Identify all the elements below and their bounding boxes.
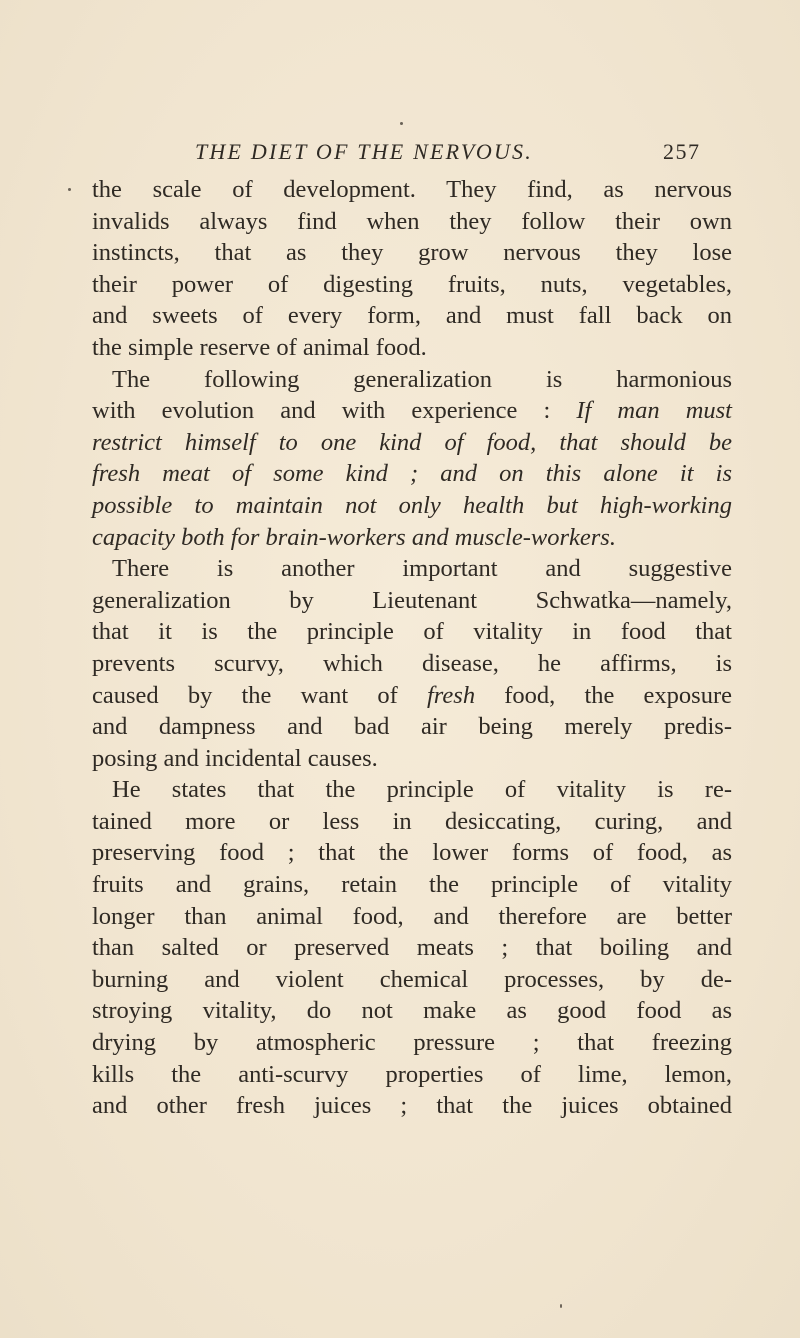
text-line xyxy=(92,964,732,996)
text-run: that it is the principle of vitality in food that xyxy=(92,618,732,646)
text-line xyxy=(92,901,732,933)
text-line xyxy=(92,332,732,364)
text-run: instincts, that as they grow nervous they lose xyxy=(92,239,732,267)
text-run: stroying vitality, do not make as good food as xyxy=(92,997,732,1025)
text-run: food, the exposure xyxy=(475,681,732,709)
italic-text: possible to maintain not only health but high-working xyxy=(92,491,732,519)
text-line xyxy=(92,427,732,459)
text-run: and other fresh juices ; that the juices obtained xyxy=(92,1092,732,1120)
print-speck xyxy=(400,122,403,125)
text-run: than salted or preserved meats ; that boiling and xyxy=(92,934,732,962)
text-line xyxy=(92,585,732,617)
text-run: There is another important and suggestive xyxy=(112,555,732,583)
text-line xyxy=(92,806,732,838)
italic-text: fresh meat of some kind ; and on this alone it is xyxy=(92,460,732,488)
text-line xyxy=(92,869,732,901)
text-run: tained more or less in desiccating, curing, and xyxy=(92,807,732,835)
text-run: preserving food ; that the lower forms of food, as xyxy=(92,839,732,867)
italic-text: capacity both for brain-workers and muscle-workers. xyxy=(92,523,616,551)
text-line xyxy=(92,490,732,522)
text-line xyxy=(92,711,732,743)
text-line xyxy=(92,774,732,806)
text-line xyxy=(92,1027,732,1059)
text-line xyxy=(92,300,732,332)
text-run: drying by atmospheric pressure ; that freezing xyxy=(92,1029,732,1057)
text-run: prevents scurvy, which disease, he affirms, is xyxy=(92,649,732,677)
text-run: their power of digesting fruits, nuts, vegetables, xyxy=(92,270,732,298)
text-run: the simple reserve of animal food. xyxy=(92,333,427,361)
text-run: The following generalization is harmonious xyxy=(112,365,732,393)
text-line xyxy=(92,553,732,585)
text-line xyxy=(92,364,732,396)
running-head xyxy=(195,139,755,169)
text-run: caused by the want of xyxy=(92,681,427,709)
text-line xyxy=(92,206,732,238)
text-run: burning and violent chemical processes, by de- xyxy=(92,965,732,993)
text-line xyxy=(92,743,732,775)
text-line xyxy=(92,837,732,869)
text-line xyxy=(92,269,732,301)
text-run: and sweets of every form, and must fall back on xyxy=(92,302,732,330)
text-run: He states that the principle of vitality is re- xyxy=(112,776,732,804)
text-line xyxy=(92,1059,732,1091)
text-run: posing and incidental causes. xyxy=(92,744,378,772)
text-run: invalids always find when they follow their own xyxy=(92,207,732,235)
print-speck xyxy=(68,188,71,191)
text-line xyxy=(92,995,732,1027)
italic-text: restrict himself to one kind of food, that should be xyxy=(92,428,732,456)
text-run: the scale of development. They find, as nervous xyxy=(92,176,732,203)
text-line xyxy=(92,616,732,648)
print-speck xyxy=(560,1304,562,1308)
text-line xyxy=(92,395,732,427)
text-line xyxy=(92,648,732,680)
text-run: and dampness and bad air being merely predis- xyxy=(92,713,732,741)
text-line xyxy=(92,522,732,554)
running-head-title: THE DIET OF THE NERVOUS. xyxy=(195,139,533,164)
text-run: longer than animal food, and therefore are better xyxy=(92,902,732,930)
text-line xyxy=(92,932,732,964)
body-text xyxy=(92,174,732,1122)
italic-text: fresh xyxy=(426,681,476,709)
text-line xyxy=(92,174,732,206)
text-line xyxy=(92,1090,732,1122)
text-run: fruits and grains, retain the principle of vitality xyxy=(92,871,732,899)
page-number: 257 xyxy=(663,139,701,164)
text-run: generalization by Lieutenant Schwatka—namely, xyxy=(92,586,732,614)
text-run: with evolution and with experience : xyxy=(92,397,577,425)
text-line xyxy=(92,458,732,490)
text-line xyxy=(92,237,732,269)
italic-text: If man must xyxy=(576,397,732,425)
text-line xyxy=(92,680,732,712)
text-run: kills the anti-scurvy properties of lime, lemon, xyxy=(92,1060,732,1088)
